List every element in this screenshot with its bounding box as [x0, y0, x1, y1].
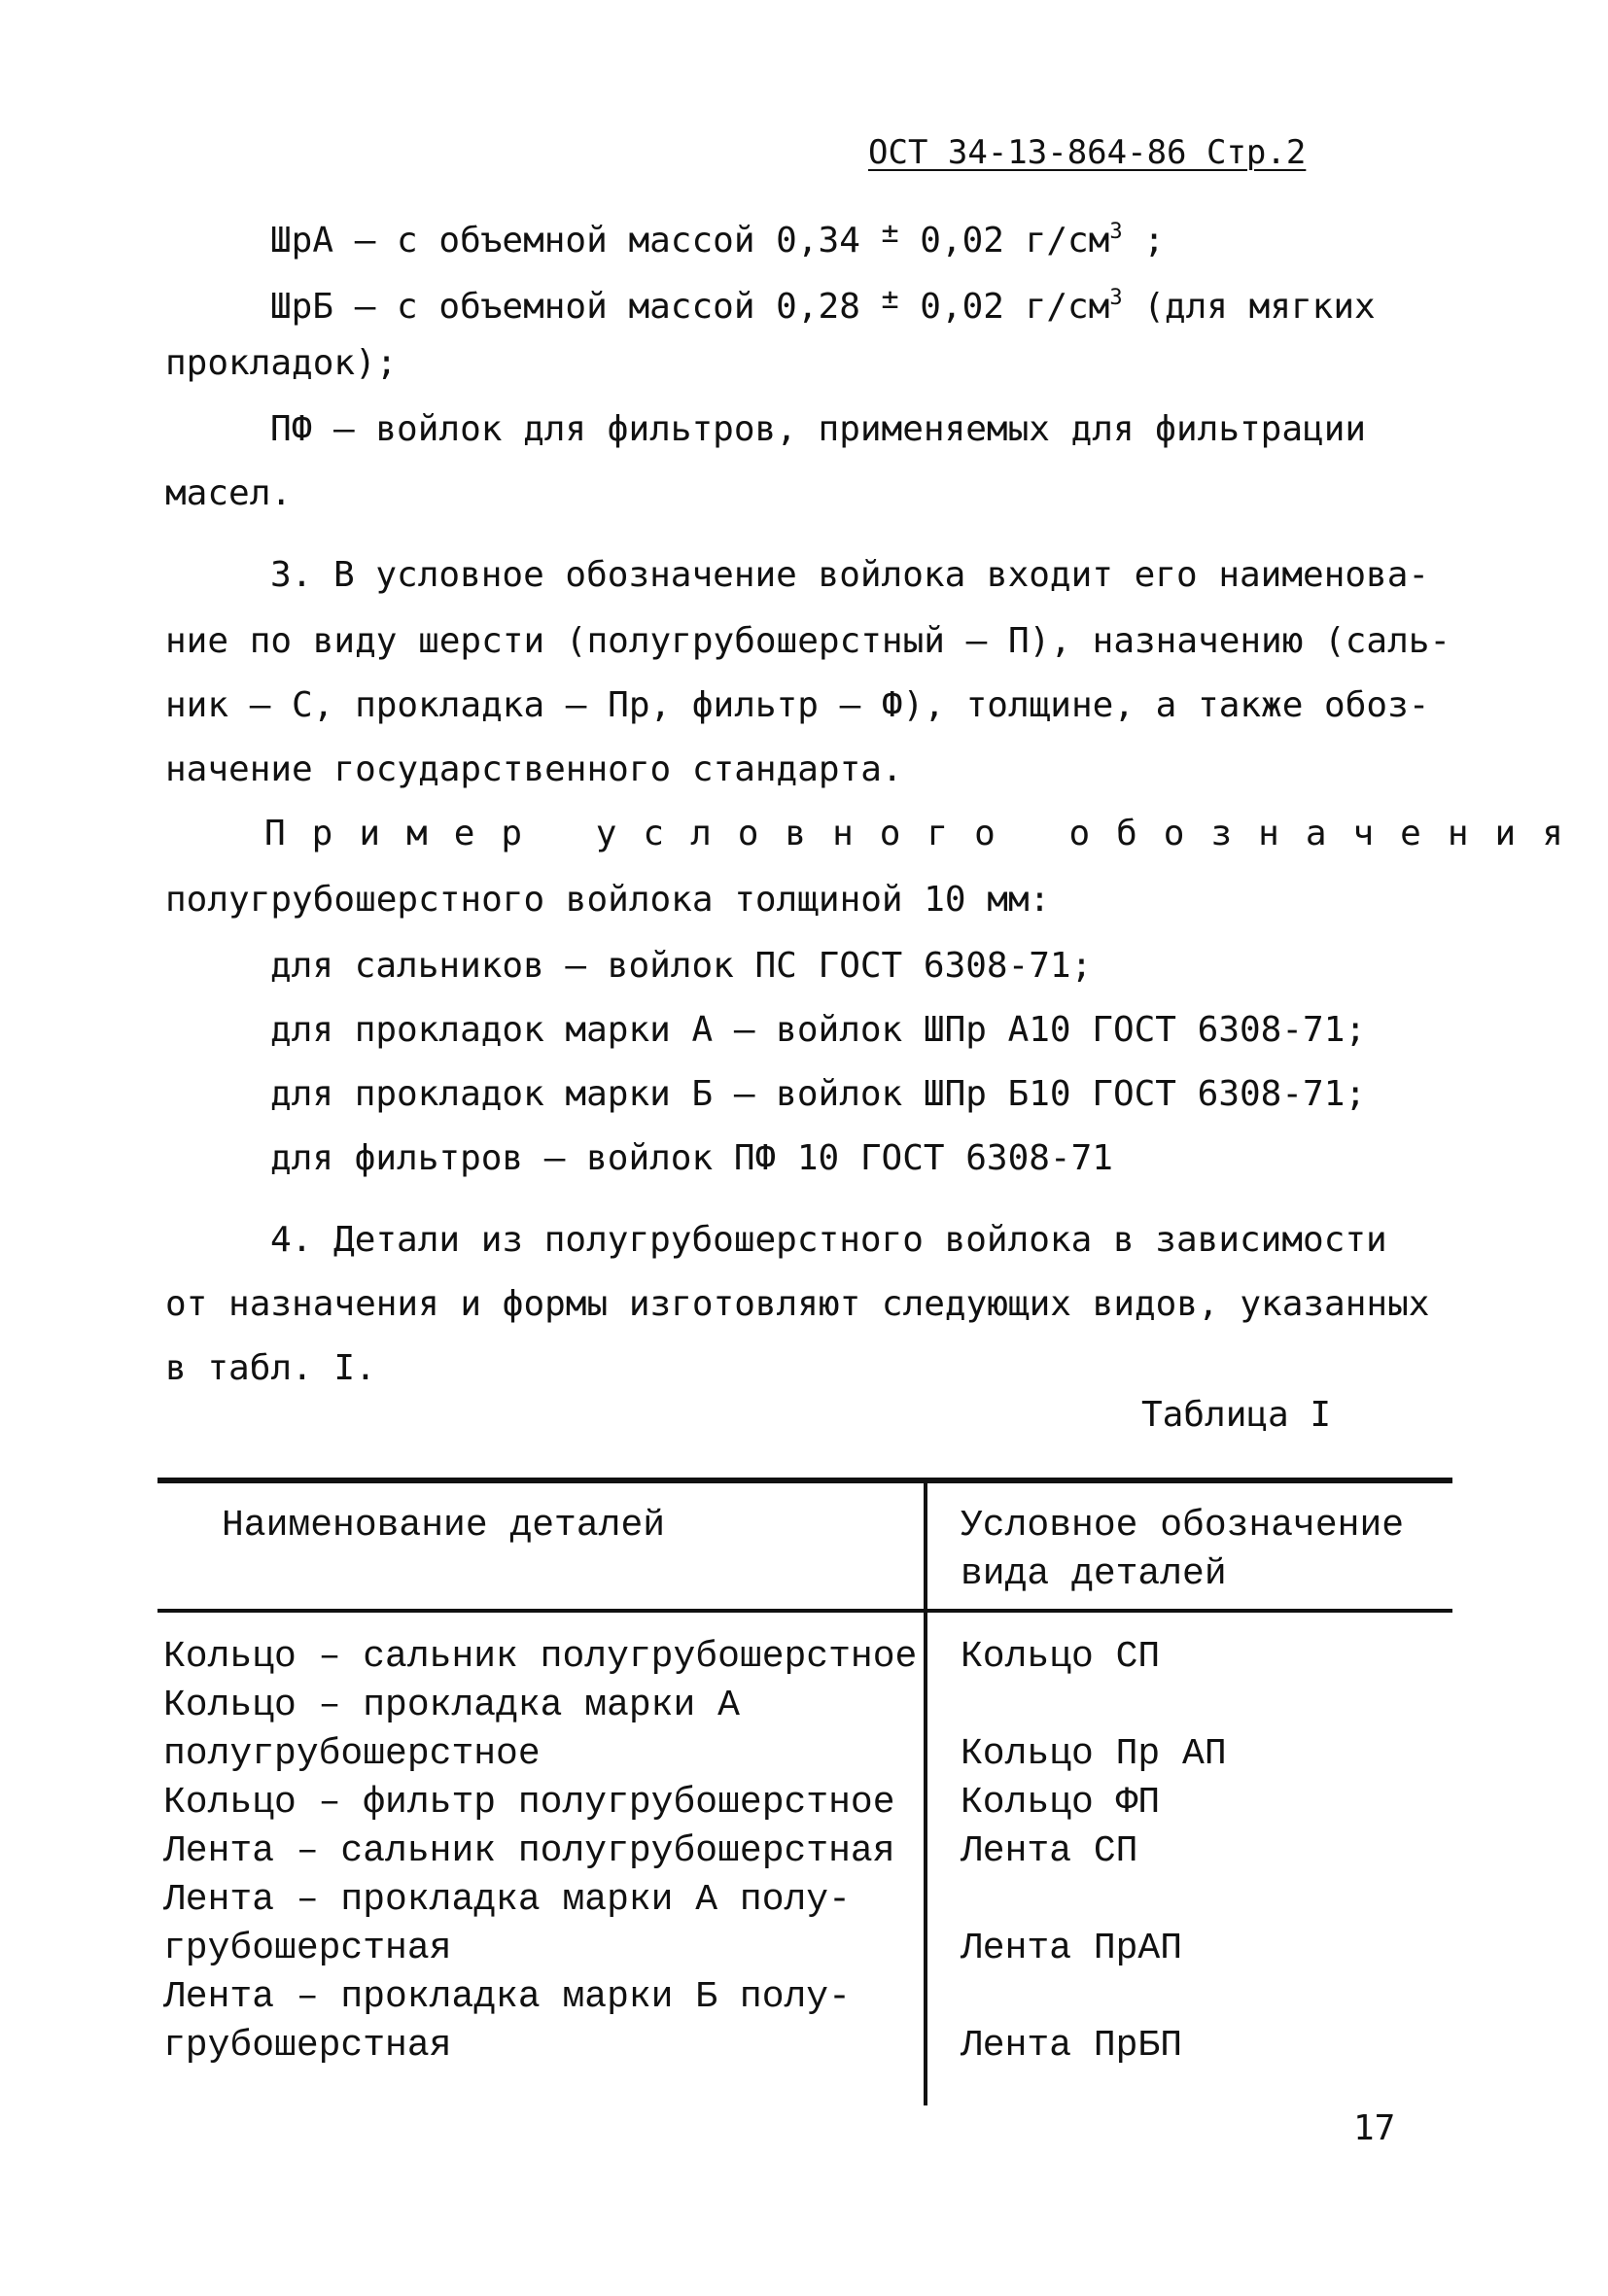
shra-suffix: ; — [1122, 221, 1165, 261]
shra-mid: 0,02 г/см — [898, 221, 1110, 261]
shrb-continuation: прокладок); — [165, 343, 398, 383]
pf-line-1: ПФ – войлок для фильтров, применяемых для фильтрации — [270, 409, 1367, 449]
paragraph-3-line-1: 3. В условное обозначение войлока входит его наименова- — [270, 555, 1430, 595]
example-heading: Пример условного обозначения — [264, 814, 1590, 853]
table-row-3-code: Кольцо ФП — [961, 1782, 1161, 1824]
table-row-1-name: Кольцо – сальник полугрубошерстное — [163, 1636, 918, 1678]
page-number: 17 — [1353, 2108, 1396, 2148]
shrb-prefix: ШрБ – с объемной массой 0,28 — [270, 287, 882, 327]
shra-line — [270, 212, 1165, 262]
plus-minus-sign: ± — [881, 216, 899, 250]
table-row-2-name-line-1: Кольцо – прокладка марки А — [163, 1685, 740, 1726]
paragraph-3-line-4: начение государственного стандарта. — [165, 749, 903, 789]
table-caption: Таблица I — [1141, 1395, 1332, 1435]
paragraph-4-line-2: от назначения и формы изготовляют следующих видов, указанных — [165, 1284, 1430, 1324]
table-col1-header: Наименование деталей — [222, 1505, 666, 1547]
table-row-4-code: Лента СП — [961, 1830, 1138, 1872]
shrb-mid: 0,02 г/см — [898, 287, 1110, 327]
table-col2-header-line-1: Условное обозначение — [961, 1505, 1405, 1547]
shrb-line — [270, 278, 1376, 329]
table-row-4-name: Лента – сальник полугрубошерстная — [163, 1830, 895, 1872]
example-item-1: для сальников – войлок ПС ГОСТ 6308-71; — [270, 946, 1093, 986]
table-col2-header-line-2: вида деталей — [961, 1553, 1227, 1595]
example-item-2: для прокладок марки А – войлок ШПр А10 ГОСТ 6308-71; — [270, 1010, 1367, 1050]
table-row-2-code: Кольцо Пр АП — [961, 1733, 1227, 1775]
table-column-divider — [924, 1481, 927, 2105]
table-row-1-code: Кольцо СП — [961, 1636, 1161, 1678]
document-header: ОСТ 34-13-864-86 Стр.2 — [868, 133, 1307, 172]
paragraph-4-line-3: в табл. I. — [165, 1348, 376, 1388]
table-row-2-name-line-2: полугрубошерстное — [163, 1733, 541, 1775]
table-row-6-name-line-2: грубошерстная — [163, 2025, 452, 2067]
example-line-2: полугрубошерстного войлока толщиной 10 мм: — [165, 880, 1051, 920]
table-row-3-name: Кольцо – фильтр полугрубошерстное — [163, 1782, 895, 1824]
paragraph-3-line-3: ник – С, прокладка – Пр, фильтр – Ф), толщине, а также обоз- — [165, 685, 1430, 725]
shrb-suffix: (для мягких — [1122, 287, 1376, 327]
paragraph-3-line-2: ние по виду шерсти (полугрубошерстный – П), назначению (саль- — [165, 621, 1451, 661]
pf-line-2: масел. — [165, 473, 293, 513]
superscript-3: 3 — [1109, 286, 1123, 310]
superscript-3: 3 — [1109, 220, 1123, 244]
example-item-3: для прокладок марки Б – войлок ШПр Б10 ГОСТ 6308-71; — [270, 1074, 1367, 1114]
table-row-6-code: Лента ПрБП — [961, 2025, 1183, 2067]
table-header-rule — [157, 1609, 1452, 1613]
table-top-rule — [157, 1478, 1452, 1483]
shra-prefix: ШрА – с объемной массой 0,34 — [270, 221, 882, 261]
table-row-5-code: Лента ПрАП — [961, 1928, 1183, 1969]
plus-minus-sign: ± — [881, 282, 899, 316]
example-item-4: для фильтров – войлок ПФ 10 ГОСТ 6308-71 — [270, 1138, 1113, 1178]
table-row-6-name-line-1: Лента – прокладка марки Б полу- — [163, 1976, 851, 2018]
table-row-5-name-line-2: грубошерстная — [163, 1928, 452, 1969]
paragraph-4-line-1: 4. Детали из полугрубошерстного войлока в зависимости — [270, 1220, 1387, 1260]
table-row-5-name-line-1: Лента – прокладка марки А полу- — [163, 1879, 851, 1921]
